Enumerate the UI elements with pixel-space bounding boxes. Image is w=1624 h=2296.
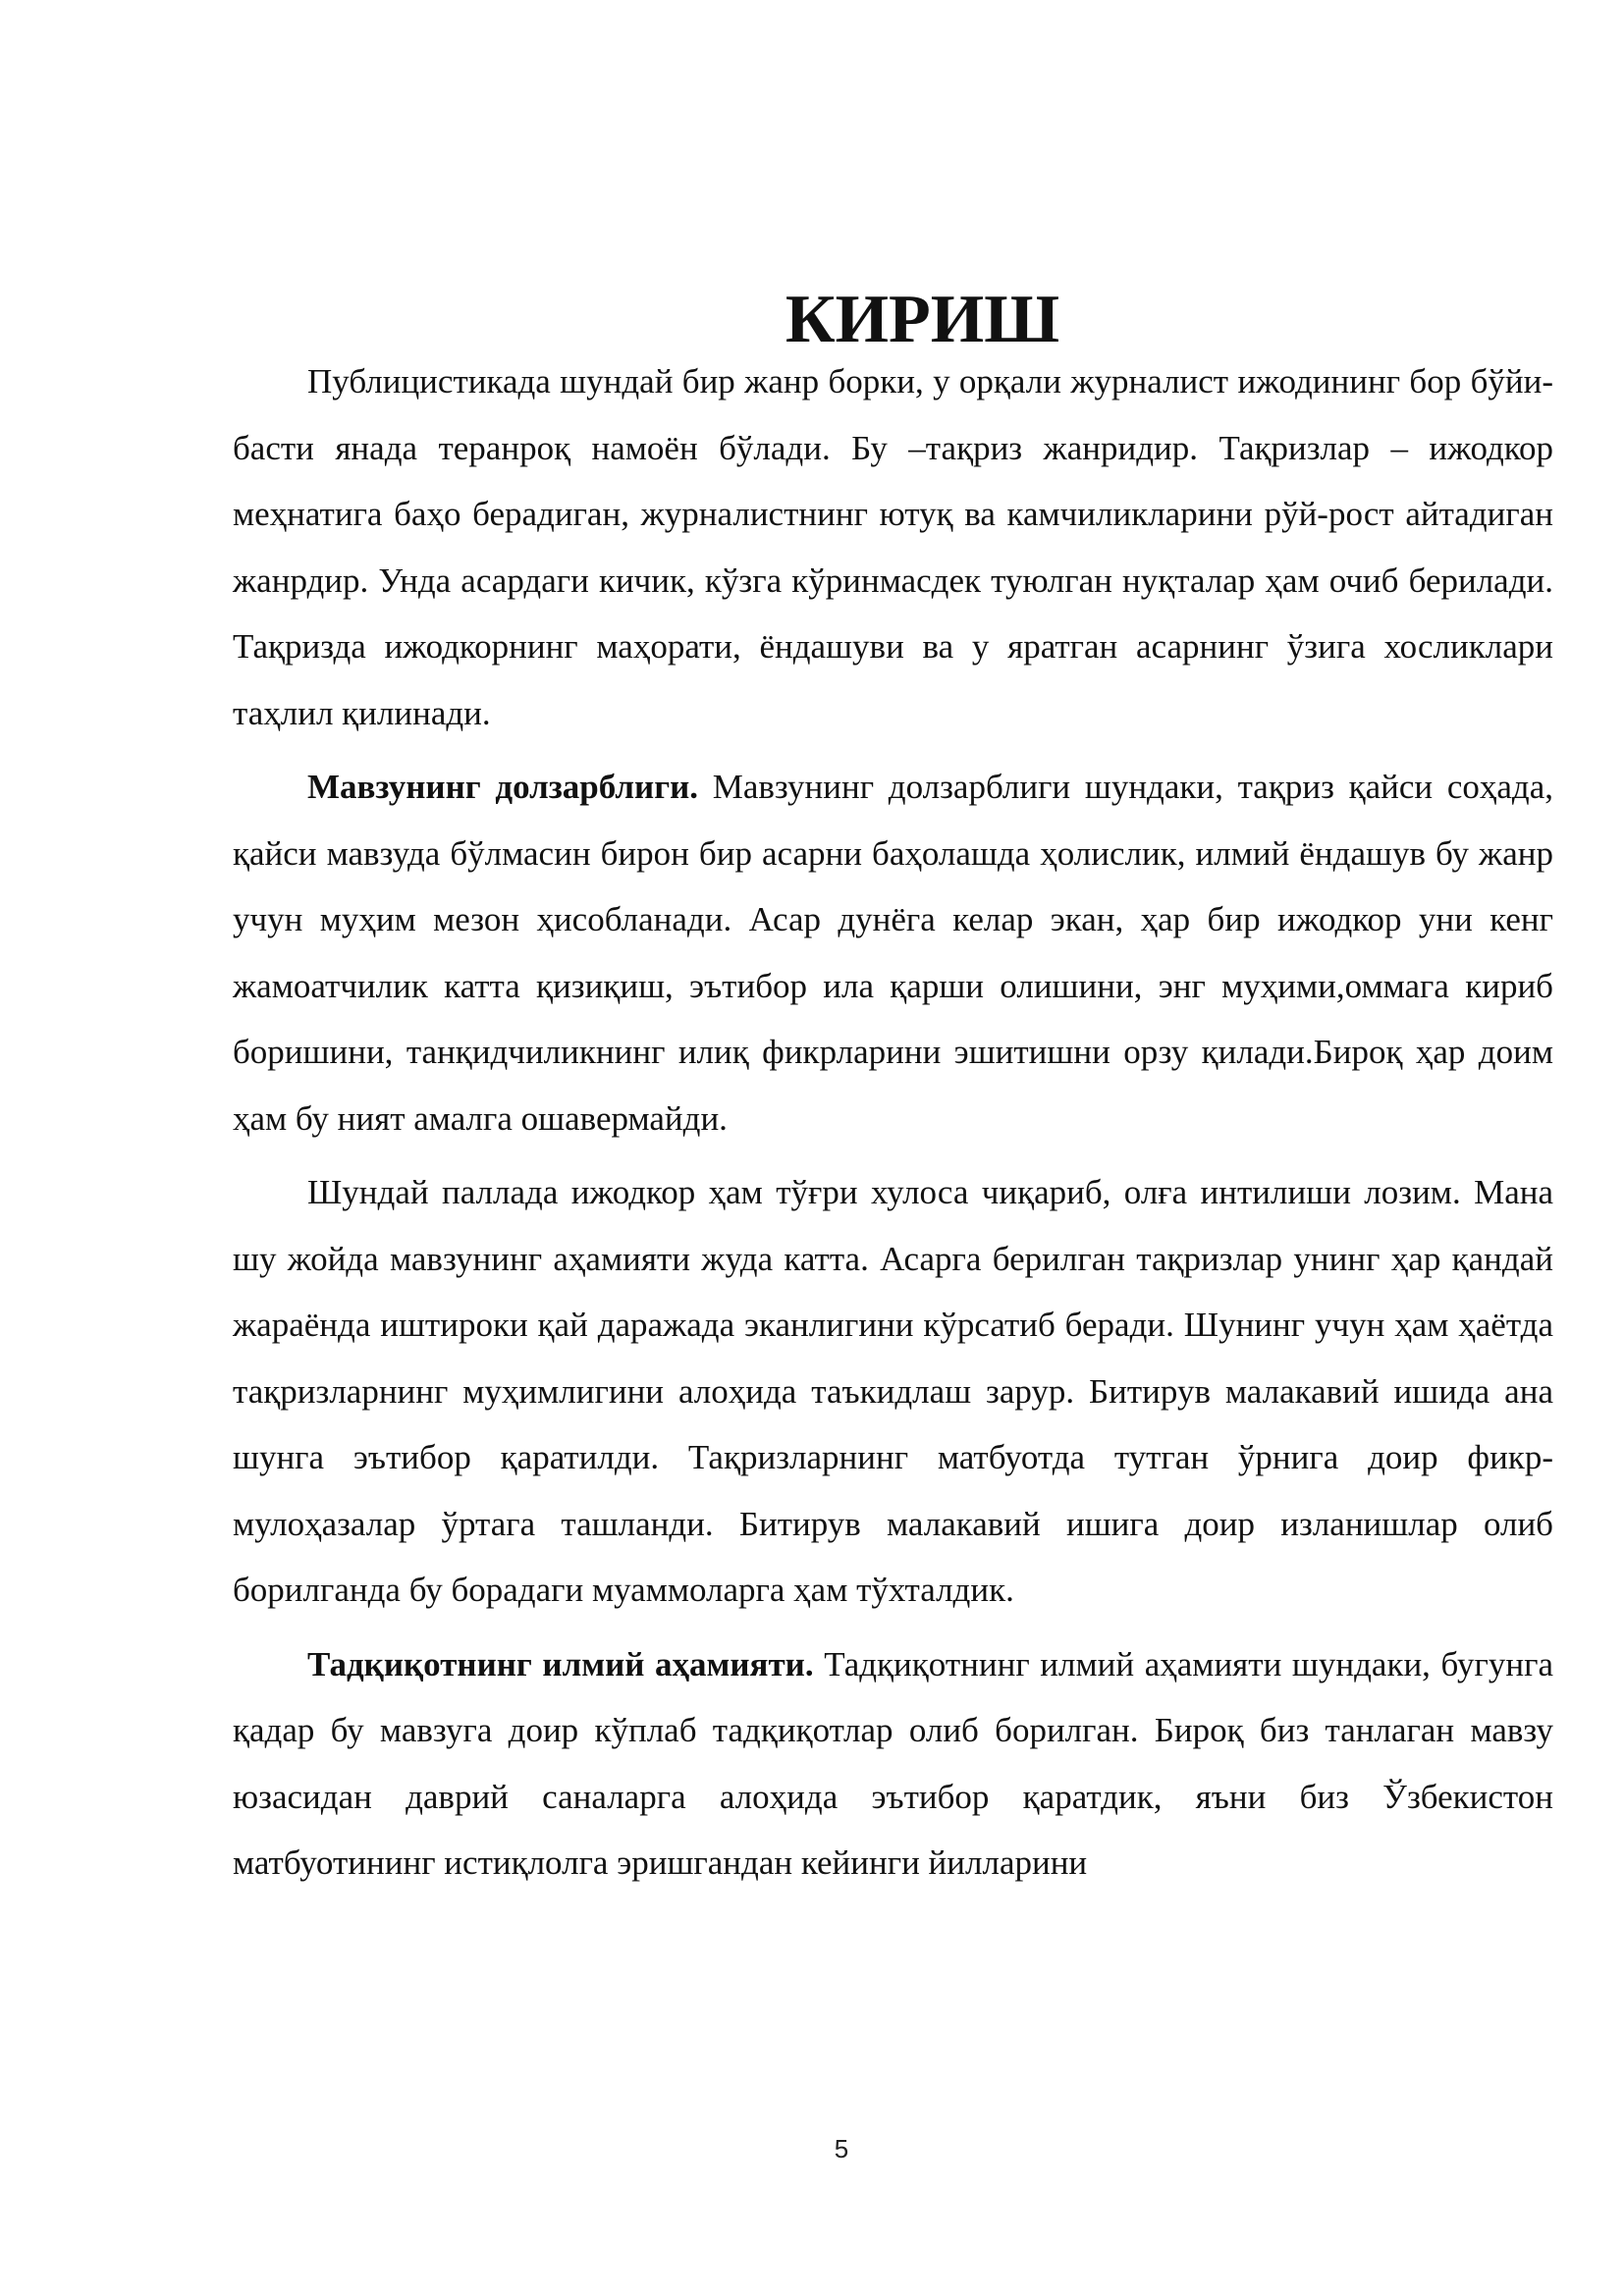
paragraph-importance bbox=[233, 1159, 1553, 1624]
paragraph-importance-text: Шундай паллада ижодкор ҳам тўғри хулоса чиқариб, олға интилиши лозим. Мана шу жойда мавзунинг аҳамияти жуда катта. Асарга берилган тақризлар унинг ҳар қандай жараёнда иштироки қай даражада эканлигини кўрсатиб беради. Шунинг учун ҳам ҳаётда тақризларнинг муҳимлигини алоҳида таъкидлаш зарур. Битирув малакавий ишида ана шунга эътибор қаратилди. Тақризларнинг матбуотда тутган ўрнига доир фикр-мулоҳазалар ўртага ташланди. Битирув малакавий ишига доир изланишлар олиб борилганда бу борадаги муаммоларга ҳам тўхталдик. bbox=[233, 1173, 1553, 1609]
paragraph-relevance bbox=[233, 754, 1553, 1151]
paragraph-relevance-text: Мавзунинг долзарблиги шундаки, тақриз қайси соҳада, қайси мавзуда бўлмасин бирон бир асарни баҳолашда ҳолислик, илмий ёндашув бу жанр учун муҳим мезон ҳисобланади. Асар дунёга келар экан, ҳар бир ижодкор уни кенг жамоатчилик катта қизиқиш, эътибор ила қарши олишини, энг муҳими,оммага кириб боришини, танқидчиликнинг илиқ фикрларини эшитишни орзу қилади.Бироқ ҳар доим ҳам бу ният амалга ошавермайди. bbox=[233, 768, 1554, 1138]
section-title: КИРИШ bbox=[785, 282, 1060, 357]
paragraph-scientific-text: Тадқиқотнинг илмий аҳамияти шундаки, бугунга қадар бу мавзуга доир кўплаб тадқиқотлар олиб борилган. Бироқ биз танлаган мавзу юзасидан даврий саналарга алоҳида эътибор қаратдик, яъни биз Ўзбекистон матбуотининг истиқлолга эришгандан кейинги йилларини bbox=[233, 1644, 1553, 1882]
page-content bbox=[233, 282, 1554, 1904]
paragraph-scientific bbox=[233, 1631, 1553, 1896]
paragraph-intro bbox=[233, 348, 1553, 746]
paragraph-relevance-lead: Мавзунинг долзарблиги. bbox=[307, 768, 699, 806]
paragraph-scientific-lead: Тадқиқотнинг илмий аҳамияти. bbox=[307, 1644, 814, 1683]
page-number: 5 bbox=[834, 2134, 849, 2163]
paragraph-intro-text: Публицистикада шундай бир жанр борки, у орқали журналист ижодининг бор бўйи-басти янада теранроқ намоён бўлади. Бу –тақриз жанридир. Тақризлар – ижодкор меҳнатига баҳо берадиган, журналистнинг ютуқ ва камчиликларини рўй-рост айтадиган жанрдир. Унда асардаги кичик, кўзга кўринмасдек туюлган нуқталар ҳам очиб берилади. Тақризда ижодкорнинг маҳорати, ёндашуви ва у яратган асарнинг ўзига хосликлари таҳлил қилинади. bbox=[233, 362, 1553, 732]
